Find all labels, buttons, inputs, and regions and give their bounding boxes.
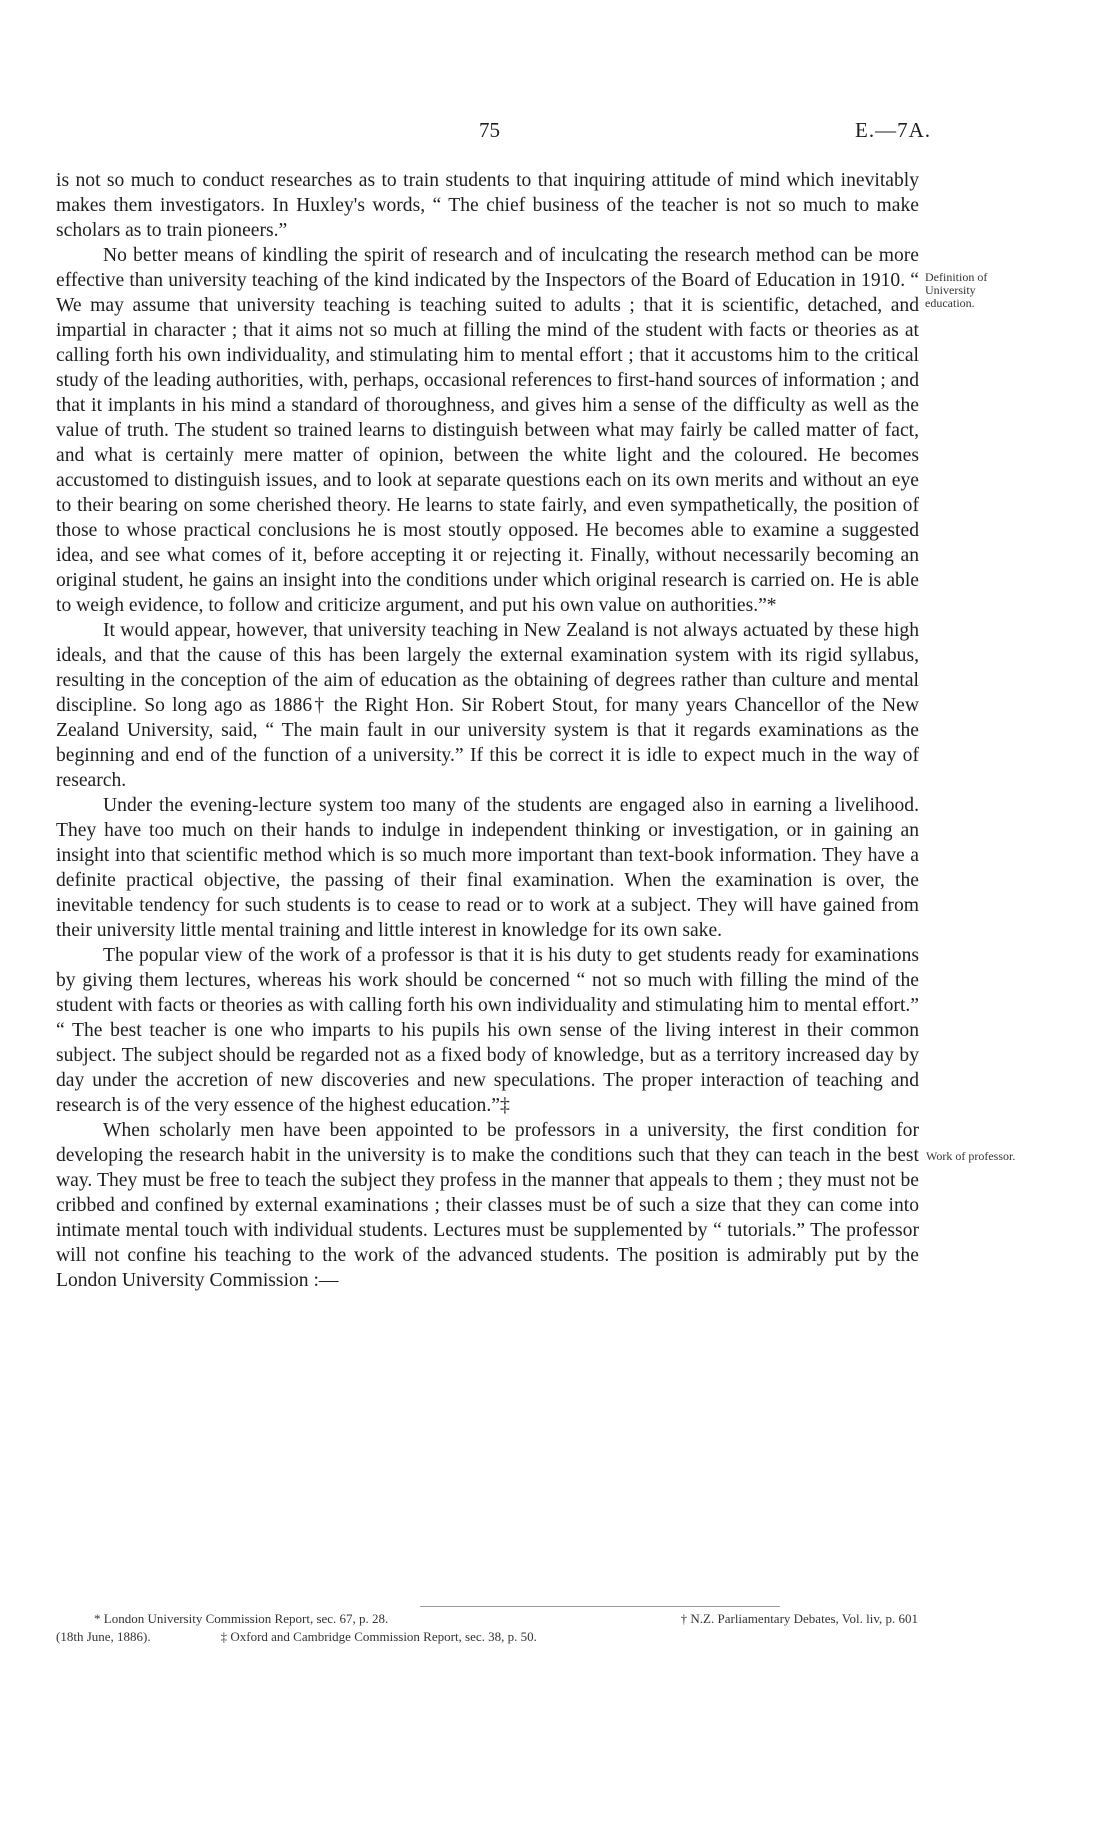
paragraph-professor: The popular view of the work of a professor is that it is his duty to get students ready for examinations by giving them lectures, whereas his work should be concerned “ not so much with filling the mind of the student with facts or theories as with calling forth his own individuality and stimulating him to mental effort.” “ The best teacher is one who imparts to his pupils his own sense of the living interest in their common subject. The subject should be regarded not as a fixed body of knowledge, but as a territory increased day by day under the accretion of new discoveries and new speculations. The proper interaction of teaching and research is of the very essence of the highest education.”‡ [56,945,919,1116]
margin-note-definition: Definition of University education. [925,270,988,310]
paragraph-scholarly-men: When scholarly men have been appointed to be professors in a university, the first condition for developing the research habit in the university is to make the conditions such that they can teach in the best way. They must be free to teach the subject they profess in the manner that appeals to them ; they must not be cribbed and confined by external examinations ; their classes must be of such a size that they can come into intimate mental touch with individual students. Lectures must be supplemented by “ tutorials.” The professor will not confine his teaching to the work of the advanced students. The position is admirably put by the London University Commission :— [56,1120,919,1291]
footnote-line-2 [56,1628,918,1646]
footnotes [56,1610,918,1646]
footnote-london: * London University Commission Report, sec. 67, p. 28. [94,1611,389,1626]
footnote-divider [420,1606,780,1607]
footnote-parliamentary-date: (18th June, 1886). [56,1629,151,1644]
page-number: 75 [479,118,500,142]
paragraph-definition: No better means of kindling the spirit of research and of inculcating the research method can be more effective than university teaching of the kind indicated by the Inspectors of the Board of Education in 1910. “ We may assume that university teaching is teaching suited to adults ; that it is scientific, detached, and impartial in character ; that it aims not so much at filling the mind of the student with facts or theories as at calling forth his own individuality, and stimulating him to mental effort ; that it accustoms him to the critical study of the leading authorities, with, perhaps, occasional references to first-hand sources of information ; and that it implants in his mind a standard of thoroughness, and gives him a sense of the difficulty as well as the value of truth. The student so trained learns to distinguish between what may fairly be called matter of fact, and what is certainly mere matter of opinion, between the white light and the coloured. He becomes accustomed to distinguish issues, and to look at separate questions each on its own merits and without an eye to their bearing on some cherished theory. He learns to state fairly, and even sympathetically, the position of those to whose practical conclusions he is most stoutly opposed. He becomes able to examine a suggested idea, and see what comes of it, before accepting it or rejecting it. Finally, without necessarily becoming an original student, he gains an insight into the conditions under which original research is carried on. He is able to weigh evidence, to follow and criticize argument, and put his own value on authorities.”* [56,245,919,616]
margin-note-professor: Work of professor. [926,1149,1016,1163]
body-text [56,168,919,1293]
paragraph-continuation: is not so much to conduct researches as to train students to that inquiring attitude of mind which inevitably makes them investigators. In Huxley's words, “ The chief business of the teacher is not so much to make scholars as to train pioneers.” [56,170,919,241]
paragraph-evening-lecture: Under the evening-lecture system too many of the students are engaged also in earning a livelihood. They have too much on their hands to indulge in independent thinking or investigation, or in gaining an insight into that scientific method which is so much more important than text-book information. They have a definite practical objective, the passing of their final examination. When the examination is over, the inevitable tendency for such students is to cease to read or to work at a subject. They will have gained from their university little mental training and little interest in knowledge for its own sake. [56,795,919,941]
document-reference: E.—7A. [855,118,931,142]
footnote-oxford: ‡ Oxford and Cambridge Commission Report, sec. 38, p. 50. [220,1629,537,1644]
footnote-line-1 [56,1610,918,1628]
paragraph-new-zealand: It would appear, however, that university teaching in New Zealand is not always actuated by these high ideals, and that the cause of this has been largely the external examination system with its rigid syllabus, resulting in the conception of the aim of education as the obtaining of degrees rather than culture and mental discipline. So long ago as 1886† the Right Hon. Sir Robert Stout, for many years Chancellor of the New Zealand University, said, “ The main fault in our university system is that it regards examinations as the beginning and end of the function of a university.” If this be correct it is idle to expect much in the way of research. [56,620,919,791]
footnote-parliamentary: † N.Z. Parliamentary Debates, Vol. liv, p. 601 [680,1611,918,1626]
